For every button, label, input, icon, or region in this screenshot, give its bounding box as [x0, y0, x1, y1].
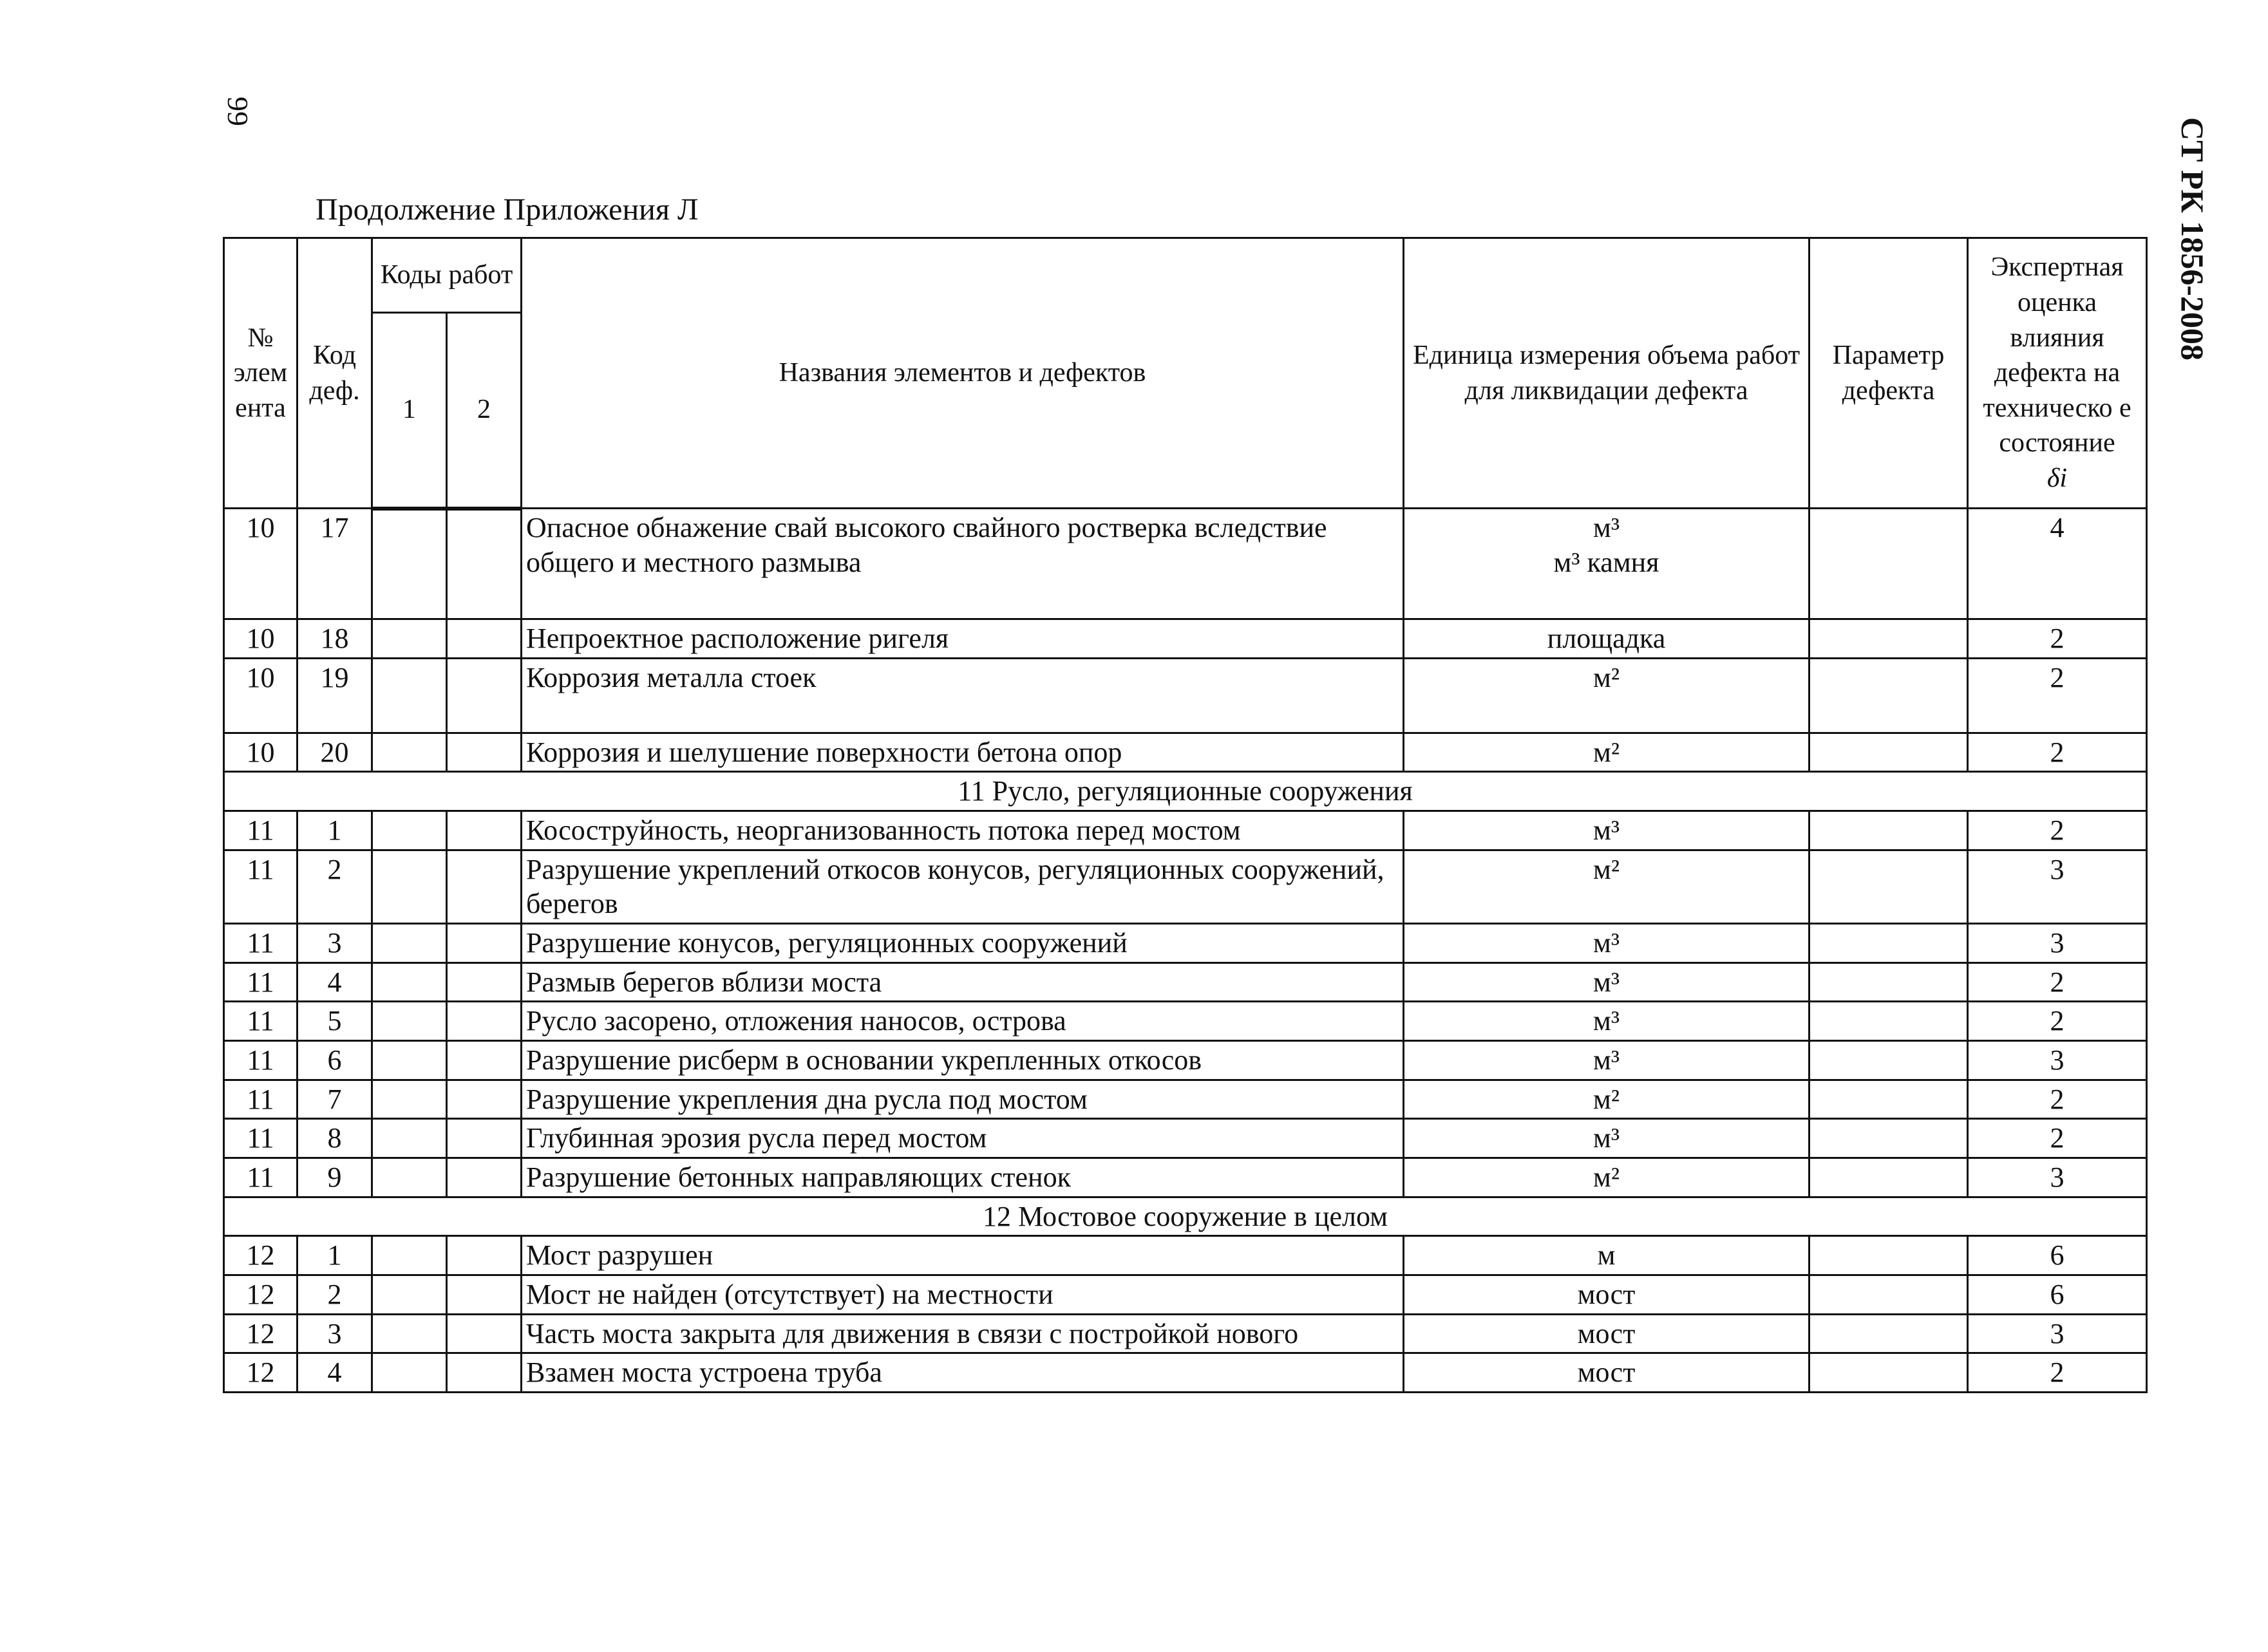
element-no-cell: 11 — [224, 1080, 298, 1119]
unit-cell: м³ — [1404, 1041, 1810, 1080]
work-code-2-cell — [447, 1158, 522, 1197]
defect-code-cell: 2 — [298, 850, 372, 923]
unit-cell: м³ — [1404, 924, 1810, 963]
header-work-code-1: 1 — [372, 313, 447, 509]
work-code-1-cell — [372, 1002, 447, 1041]
score-cell: 2 — [1968, 619, 2147, 659]
work-code-1-cell — [372, 1080, 447, 1119]
score-cell: 3 — [1968, 1041, 2147, 1080]
work-code-2-cell — [447, 850, 522, 923]
element-no-cell: 12 — [224, 1353, 298, 1393]
defect-name-cell: Мост разрушен — [522, 1236, 1404, 1275]
defect-name-cell: Разрушение рисберм в основании укрепленных откосов — [522, 1041, 1404, 1080]
work-code-2-cell — [447, 1353, 522, 1393]
work-code-2-cell — [447, 1236, 522, 1275]
defect-code-cell: 2 — [298, 1275, 372, 1315]
work-code-2-cell — [447, 1080, 522, 1119]
work-code-1-cell — [372, 924, 447, 963]
parameter-cell — [1810, 658, 1968, 733]
element-no-cell: 12 — [224, 1314, 298, 1353]
element-no-cell: 11 — [224, 962, 298, 1002]
header-expert-symbol: δi — [2046, 463, 2068, 493]
element-no-cell: 10 — [224, 509, 298, 619]
unit-cell: м³ — [1404, 1119, 1810, 1158]
section-11-title: 11 Русло, регуляционные сооружения — [224, 772, 2147, 811]
page-number: 99 — [222, 97, 254, 126]
defect-name-cell: Коррозия металла стоек — [522, 658, 1404, 733]
defect-code-cell: 1 — [298, 1236, 372, 1275]
work-code-2-cell — [447, 1041, 522, 1080]
work-code-2-cell — [447, 619, 522, 659]
unit-cell: м — [1404, 1236, 1810, 1275]
header-element-no: № элем ента — [224, 238, 298, 509]
appendix-title: Продолжение Приложения Л — [316, 192, 699, 227]
score-cell: 2 — [1968, 1119, 2147, 1158]
unit-cell: м² — [1404, 850, 1810, 923]
defect-name-cell: Разрушение укреплений откосов конусов, регуляционных сооружений, берегов — [522, 850, 1404, 923]
section-heading-row — [224, 772, 2147, 811]
defect-name-cell: Разрушение конусов, регуляционных сооружений — [522, 924, 1404, 963]
unit-cell: м² — [1404, 1158, 1810, 1197]
table-row — [224, 962, 2147, 1002]
defect-code-cell: 18 — [298, 619, 372, 659]
defect-code-cell: 4 — [298, 962, 372, 1002]
table-row — [224, 924, 2147, 963]
score-cell: 2 — [1968, 658, 2147, 733]
score-cell: 2 — [1968, 1002, 2147, 1041]
parameter-cell — [1810, 1080, 1968, 1119]
unit-cell: м³ м³ камня — [1404, 509, 1810, 619]
defects-table — [223, 237, 2148, 1393]
defect-name-cell: Опасное обнажение свай высокого свайного ростверка вследствие общего и местного размыва — [522, 509, 1404, 619]
parameter-cell — [1810, 1236, 1968, 1275]
work-code-1-cell — [372, 1041, 447, 1080]
work-code-2-cell — [447, 1275, 522, 1315]
parameter-cell — [1810, 1041, 1968, 1080]
unit-cell: мост — [1404, 1314, 1810, 1353]
parameter-cell — [1810, 962, 1968, 1002]
work-code-1-cell — [372, 962, 447, 1002]
work-code-2-cell — [447, 1002, 522, 1041]
table-row — [224, 509, 2147, 619]
unit-cell: м² — [1404, 1080, 1810, 1119]
unit-cell: м³ — [1404, 1002, 1810, 1041]
section-heading-row — [224, 1197, 2147, 1236]
work-code-1-cell — [372, 509, 447, 619]
table-row — [224, 1236, 2147, 1275]
section-12-title: 12 Мостовое сооружение в целом — [224, 1197, 2147, 1236]
score-cell: 6 — [1968, 1236, 2147, 1275]
header-names: Названия элементов и дефектов — [522, 238, 1404, 509]
element-no-cell: 11 — [224, 811, 298, 850]
element-no-cell: 11 — [224, 924, 298, 963]
defect-code-cell: 9 — [298, 1158, 372, 1197]
parameter-cell — [1810, 509, 1968, 619]
work-code-1-cell — [372, 733, 447, 772]
unit-cell: м² — [1404, 733, 1810, 772]
score-cell: 2 — [1968, 1353, 2147, 1393]
standard-code: СТ РК 1856-2008 — [2175, 117, 2211, 361]
score-cell: 4 — [1968, 509, 2147, 619]
parameter-cell — [1810, 1158, 1968, 1197]
unit-cell: м² — [1404, 658, 1810, 733]
defect-name-cell: Мост не найден (отсутствует) на местности — [522, 1275, 1404, 1315]
score-cell: 3 — [1968, 924, 2147, 963]
table-row — [224, 733, 2147, 772]
element-no-cell: 11 — [224, 1041, 298, 1080]
defect-name-cell: Взамен моста устроена труба — [522, 1353, 1404, 1393]
element-no-cell: 11 — [224, 850, 298, 923]
score-cell: 2 — [1968, 962, 2147, 1002]
parameter-cell — [1810, 733, 1968, 772]
element-no-cell: 11 — [224, 1158, 298, 1197]
table-row — [224, 811, 2147, 850]
header-parameter: Параметр дефекта — [1810, 238, 1968, 509]
defect-name-cell: Коррозия и шелушение поверхности бетона опор — [522, 733, 1404, 772]
table-row — [224, 658, 2147, 733]
defect-name-cell: Глубинная эрозия русла перед мостом — [522, 1119, 1404, 1158]
defect-code-cell: 19 — [298, 658, 372, 733]
work-code-2-cell — [447, 733, 522, 772]
work-code-1-cell — [372, 1236, 447, 1275]
defect-code-cell: 1 — [298, 811, 372, 850]
header-work-code-2: 2 — [447, 313, 522, 509]
element-no-cell: 11 — [224, 1002, 298, 1041]
score-cell: 3 — [1968, 1314, 2147, 1353]
work-code-1-cell — [372, 811, 447, 850]
element-no-cell: 12 — [224, 1275, 298, 1315]
header-expert-text: Экспертная оценка влияния дефекта на техническо е состояние — [1983, 252, 2131, 458]
parameter-cell — [1810, 924, 1968, 963]
parameter-cell — [1810, 1353, 1968, 1393]
table-row — [224, 850, 2147, 923]
unit-cell: м³ — [1404, 811, 1810, 850]
element-no-cell: 10 — [224, 733, 298, 772]
unit-cell: м³ — [1404, 962, 1810, 1002]
score-cell: 2 — [1968, 811, 2147, 850]
defect-name-cell: Русло засорено, отложения наносов, острова — [522, 1002, 1404, 1041]
work-code-2-cell — [447, 1314, 522, 1353]
defect-name-cell: Разрушение бетонных направляющих стенок — [522, 1158, 1404, 1197]
element-no-cell: 10 — [224, 658, 298, 733]
work-code-1-cell — [372, 619, 447, 659]
defect-code-cell: 5 — [298, 1002, 372, 1041]
work-code-2-cell — [447, 962, 522, 1002]
defect-code-cell: 3 — [298, 924, 372, 963]
work-code-1-cell — [372, 658, 447, 733]
parameter-cell — [1810, 1275, 1968, 1315]
parameter-cell — [1810, 850, 1968, 923]
work-code-1-cell — [372, 1353, 447, 1393]
table-row — [224, 619, 2147, 659]
defect-name-cell: Непроектное расположение ригеля — [522, 619, 1404, 659]
defect-code-cell: 7 — [298, 1080, 372, 1119]
score-cell: 3 — [1968, 1158, 2147, 1197]
work-code-2-cell — [447, 509, 522, 619]
parameter-cell — [1810, 1119, 1968, 1158]
work-code-1-cell — [372, 850, 447, 923]
work-code-1-cell — [372, 1275, 447, 1315]
table-row — [224, 1041, 2147, 1080]
defect-code-cell: 6 — [298, 1041, 372, 1080]
defect-code-cell: 4 — [298, 1353, 372, 1393]
table-row — [224, 1002, 2147, 1041]
work-code-1-cell — [372, 1314, 447, 1353]
parameter-cell — [1810, 1002, 1968, 1041]
defect-name-cell: Разрушение укрепления дна русла под мостом — [522, 1080, 1404, 1119]
table-row — [224, 1080, 2147, 1119]
defect-name-cell: Косоструйность, неорганизованность потока перед мостом — [522, 811, 1404, 850]
header-expert — [1968, 238, 2147, 509]
parameter-cell — [1810, 619, 1968, 659]
header-defect-code: Код деф. — [298, 238, 372, 509]
score-cell: 6 — [1968, 1275, 2147, 1315]
element-no-cell: 11 — [224, 1119, 298, 1158]
work-code-2-cell — [447, 1119, 522, 1158]
header-unit: Единица измерения объема работ для ликвидации дефекта — [1404, 238, 1810, 509]
table-row — [224, 1275, 2147, 1315]
table-row — [224, 1119, 2147, 1158]
header-work-codes: Коды работ — [372, 238, 522, 313]
score-cell: 2 — [1968, 733, 2147, 772]
work-code-1-cell — [372, 1119, 447, 1158]
defect-code-cell: 17 — [298, 509, 372, 619]
parameter-cell — [1810, 1314, 1968, 1353]
parameter-cell — [1810, 811, 1968, 850]
defect-code-cell: 8 — [298, 1119, 372, 1158]
element-no-cell: 10 — [224, 619, 298, 659]
unit-cell: мост — [1404, 1353, 1810, 1393]
element-no-cell: 12 — [224, 1236, 298, 1275]
work-code-2-cell — [447, 811, 522, 850]
work-code-2-cell — [447, 924, 522, 963]
work-code-1-cell — [372, 1158, 447, 1197]
work-code-2-cell — [447, 658, 522, 733]
unit-cell: площадка — [1404, 619, 1810, 659]
table-row — [224, 1158, 2147, 1197]
defect-code-cell: 3 — [298, 1314, 372, 1353]
unit-cell: мост — [1404, 1275, 1810, 1315]
score-cell: 3 — [1968, 850, 2147, 923]
table-row — [224, 1353, 2147, 1393]
defect-name-cell: Часть моста закрыта для движения в связи с постройкой нового — [522, 1314, 1404, 1353]
defect-code-cell: 20 — [298, 733, 372, 772]
defect-name-cell: Размыв берегов вблизи моста — [522, 962, 1404, 1002]
score-cell: 2 — [1968, 1080, 2147, 1119]
table-row — [224, 1314, 2147, 1353]
